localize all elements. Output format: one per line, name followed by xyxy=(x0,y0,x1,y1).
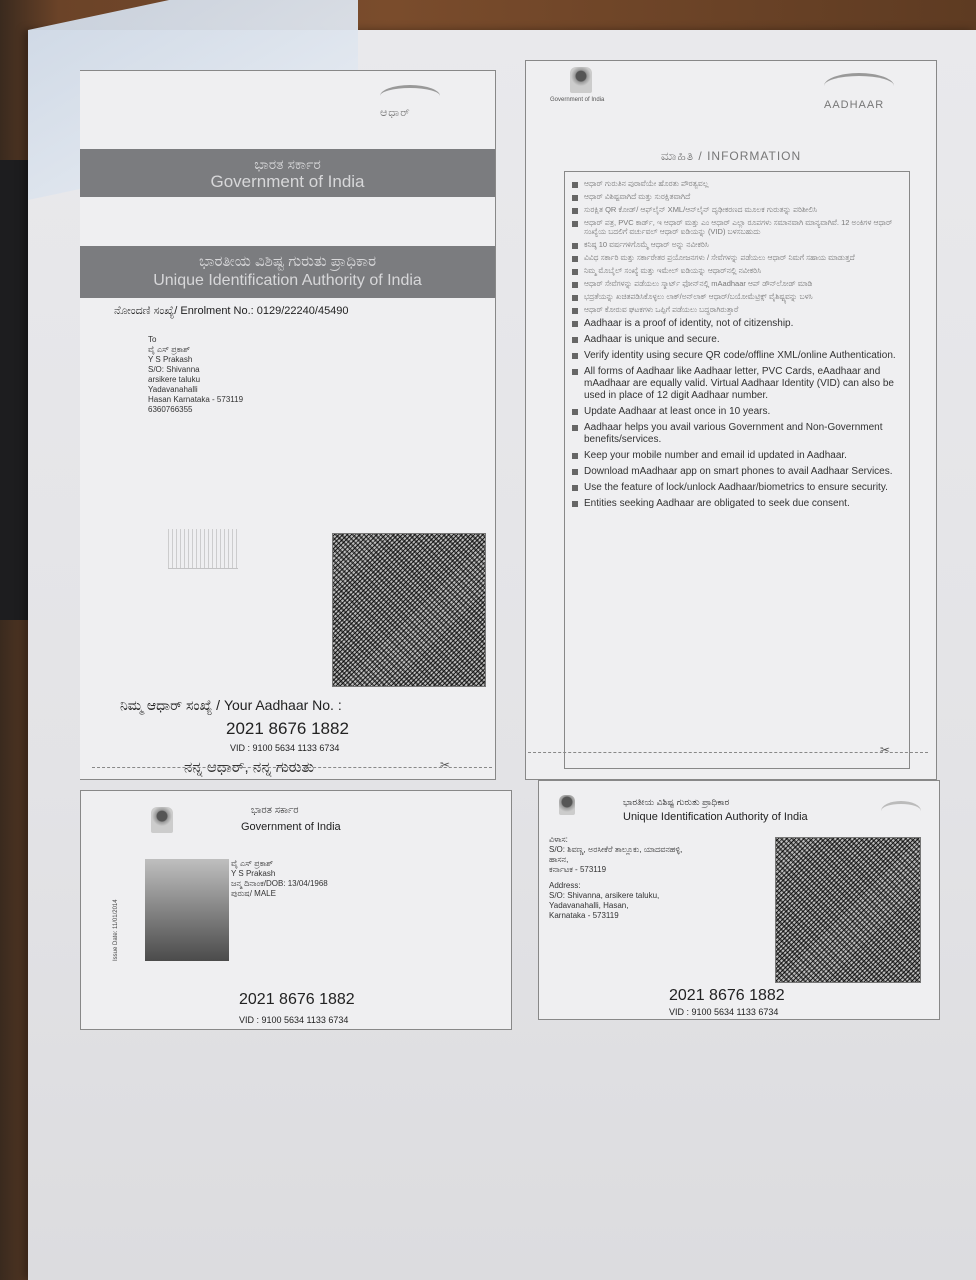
address-line: ವೈ ಎಸ್ ಪ್ರಕಾಶ್ xyxy=(148,345,191,354)
uidai-english: Unique Identification Authority of India xyxy=(623,811,808,823)
info-item: Aadhaar is a proof of identity, not of citizenship. xyxy=(570,318,906,330)
recipient-address xyxy=(148,335,243,415)
uidai-kannada: ಭಾರತೀಯ ವಿಶಿಷ್ಟ ಗುರುತು ಪ್ರಾಧಿಕಾರ xyxy=(198,253,377,270)
info-item: ವಿವಿಧ ಸರ್ಕಾರಿ ಮತ್ತು ಸರ್ಕಾರೇತರ ಪ್ರಯೋಜನಗಳು / ಸೇವೆಗಳನ್ನು ಪಡೆಯಲು ಆಧಾರ್ ನಿಮಗೆ ಸಹಾಯ ಮಾಡುತ್ತದೆ xyxy=(570,253,906,262)
info-item: ಆಧಾರ್ ಗುರುತಿನ ಪುರಾವೆಯೇ ಹೊರತು ಪೌರತ್ವವಲ್ಲ xyxy=(570,179,906,188)
address-kannada-label: ವಿಳಾಸ: xyxy=(549,835,568,844)
holder-dob: ಜನ್ಮ ದಿನಾಂಕ/DOB: 13/04/1968 xyxy=(231,879,328,888)
qr-code xyxy=(775,837,921,983)
letter-right-panel xyxy=(525,60,937,780)
address-line: S/O: Shivanna xyxy=(148,365,200,374)
vid-number: VID : 9100 5634 1133 6734 xyxy=(230,743,340,753)
emblem-caption: Government of India xyxy=(550,97,605,103)
info-item: All forms of Aadhaar like Aadhaar letter, PVC Cards, eAadhaar and mAadhaar are equally valid. Virtual Aadhaar Identity (VID) can also be used in place of 12 digit Aadhaar number. xyxy=(570,366,906,402)
signature-stamp xyxy=(168,529,238,569)
scissor-icon: ✂ xyxy=(880,743,891,757)
address-label: Address: xyxy=(549,881,581,890)
info-item: Download mAadhaar app on smart phones to avail Aadhaar Services. xyxy=(570,466,906,478)
gov-kannada: ಭಾರತ ಸರ್ಕಾರ xyxy=(251,805,299,816)
info-item: ಆಧಾರ್ ಪತ್ರ, PVC ಕಾರ್ಡ್, ಇ ಆಧಾರ್ ಮತ್ತು ಎಂ ಆಧಾರ್ ಎಲ್ಲಾ ರೂಪಗಳು ಸಮಾನವಾಗಿ ಮಾನ್ಯವಾಗಿವೆ. 12 ಅಂಕಿಗಳ ಆಧಾರ್ ಸಂಖ್ಯೆಯ ಬದಲಿಗೆ ವರ್ಚುವಲ್ ಆಧಾರ್ ಐಡಿಯನ್ನು (VID) ಬಳಸಬಹುದು xyxy=(570,218,906,236)
address-line: Hasan Karnataka - 573119 xyxy=(148,395,244,404)
cut-line xyxy=(92,767,492,768)
tagline: ನನ್ನ ಆಧಾರ್, ನನ್ನ ಗುರುತು xyxy=(184,759,315,776)
aadhaar-logo-text: AADHAAR xyxy=(824,99,885,111)
info-item: ಸುರಕ್ಷಿತ QR ಕೋಡ್/ ಆಫ್‌ಲೈನ್ XML/ಆನ್‌ಲೈನ್ ದೃಢೀಕರಣದ ಮೂಲಕ ಗುರುತನ್ನು ಪರಿಶೀಲಿಸಿ xyxy=(570,205,906,214)
holder-photo xyxy=(145,859,229,961)
address-line: Yadavanahalli xyxy=(148,385,198,394)
issue-date: Issue Date: 11/01/2014 xyxy=(113,899,119,961)
enrolment-number: ನೋಂದಣಿ ಸಂಖ್ಯೆ/ Enrolment No.: 0129/22240/45490 xyxy=(114,305,349,317)
scissor-icon: ✂ xyxy=(440,758,451,772)
address-line: To xyxy=(148,335,157,344)
info-item: Aadhaar is unique and secure. xyxy=(570,334,906,346)
uidai-english: Unique Identification Authority of India xyxy=(153,272,422,289)
address-line: 6360766355 xyxy=(148,405,193,414)
info-item: ಆಧಾರ್ ವಿಶಿಷ್ಟವಾಗಿದೆ ಮತ್ತು ಸುರಕ್ಷಿತವಾಗಿದೆ xyxy=(570,192,906,201)
uidai-band xyxy=(80,246,495,298)
aadhaar-logo xyxy=(380,85,440,120)
vid-number: VID : 9100 5634 1133 6734 xyxy=(669,1007,779,1017)
info-item: Use the feature of lock/unlock Aadhaar/biometrics to ensure security. xyxy=(570,482,906,494)
address-line: S/O: Shivanna, arsikere taluku, xyxy=(549,891,660,900)
your-aadhaar-label: ನಿಮ್ಮ ಆಧಾರ್ ಸಂಖ್ಯೆ / Your Aadhaar No. : xyxy=(120,697,342,713)
address-line: ಕರ್ನಾಟಕ - 573119 xyxy=(549,865,607,874)
info-item: Entities seeking Aadhaar are obligated to seek due consent. xyxy=(570,498,906,510)
gov-kannada: ಭಾರತ ಸರ್ಕಾರ xyxy=(254,156,321,172)
info-item: ಆಧಾರ್ ಸೇವೆಗಳನ್ನು ಪಡೆಯಲು ಸ್ಮಾರ್ಟ್ ಫೋನ್‌ನಲ್ಲಿ mAadhaar ಆಪ್ ಡೌನ್‌ಲೋಡ್ ಮಾಡಿ xyxy=(570,279,906,288)
letter-left-panel xyxy=(80,70,496,780)
address-line: Yadavanahalli, Hasan, xyxy=(549,901,629,910)
gov-band xyxy=(80,149,495,197)
aadhaar-logo-text: ಆಧಾರ್ xyxy=(380,107,411,119)
gov-english: Government of India xyxy=(210,172,365,191)
aadhaar-number: 2021 8676 1882 xyxy=(226,719,349,738)
address-line: Y S Prakash xyxy=(148,355,193,364)
cut-line xyxy=(528,752,928,753)
info-title: ಮಾಹಿತಿ / INFORMATION xyxy=(660,149,802,163)
qr-code xyxy=(332,533,486,687)
address-line: Karnataka - 573119 xyxy=(549,911,619,920)
info-item: ಭದ್ರತೆಯನ್ನು ಖಚಿತಪಡಿಸಿಕೊಳ್ಳಲು ಲಾಕ್/ಅನ್‌ಲಾಕ್ ಆಧಾರ್/ಬಯೋಮೆಟ್ರಿಕ್ಸ್ ವೈಶಿಷ್ಟ್ಯವನ್ನು ಬಳಸಿ xyxy=(570,292,906,301)
aadhaar-card-front xyxy=(80,790,512,1030)
info-item: Verify identity using secure QR code/offline XML/online Authentication. xyxy=(570,350,906,362)
uidai-kannada: ಭಾರತೀಯ ವಿಶಿಷ್ಟ ಗುರುತು ಪ್ರಾಧಿಕಾರ xyxy=(623,797,730,807)
gov-english: Government of India xyxy=(241,821,341,833)
aadhaar-card-back xyxy=(538,780,940,1020)
aadhaar-number: 2021 8676 1882 xyxy=(669,987,785,1004)
holder-name: Y S Prakash xyxy=(231,869,276,878)
info-item: ಆಧಾರ್ ಕೋರುವ ಘಟಕಗಳು ಒಪ್ಪಿಗೆ ಪಡೆಯಲು ಬದ್ಧರಾಗಿರುತ್ತಾರೆ xyxy=(570,305,906,314)
info-list xyxy=(570,179,906,514)
holder-address xyxy=(549,835,682,921)
info-item: Update Aadhaar at least once in 10 years. xyxy=(570,406,906,418)
aadhaar-letter-sheet xyxy=(28,30,976,1280)
emblem-icon xyxy=(570,67,592,93)
aadhaar-logo xyxy=(824,73,894,111)
emblem-icon xyxy=(151,807,173,833)
aadhaar-logo xyxy=(881,801,921,821)
holder-name-kannada: ವೈ ಎಸ್ ಪ್ರಕಾಶ್ xyxy=(231,859,274,868)
info-item: Keep your mobile number and email id updated in Aadhaar. xyxy=(570,450,906,462)
address-line: S/O: ಶಿವಣ್ಣ, ಅರಸೀಕೆರೆ ತಾಲ್ಲೂಕು, ಯಾದವನಹಳ್ಳಿ, xyxy=(549,845,683,854)
address-line: ಹಾಸನ, xyxy=(549,855,569,864)
info-item: ನಿಮ್ಮ ಮೊಬೈಲ್ ಸಂಖ್ಯೆ ಮತ್ತು ಇಮೇಲ್ ಐಡಿಯನ್ನು ಆಧಾರ್‌ನಲ್ಲಿ ನವೀಕರಿಸಿ xyxy=(570,266,906,275)
info-item: Aadhaar helps you avail various Government and Non-Government benefits/services. xyxy=(570,422,906,446)
address-line: arsikere taluku xyxy=(148,375,201,384)
emblem-icon xyxy=(559,795,575,815)
aadhaar-number: 2021 8676 1882 xyxy=(239,991,355,1008)
holder-details xyxy=(231,859,328,899)
holder-gender: ಪುರುಷ/ MALE xyxy=(231,889,276,898)
info-item: ಕನಿಷ್ಠ 10 ವರ್ಷಗಳಿಗೊಮ್ಮೆ ಆಧಾರ್ ಅನ್ನು ನವೀಕರಿಸಿ xyxy=(570,240,906,249)
vid-number: VID : 9100 5634 1133 6734 xyxy=(239,1015,349,1025)
